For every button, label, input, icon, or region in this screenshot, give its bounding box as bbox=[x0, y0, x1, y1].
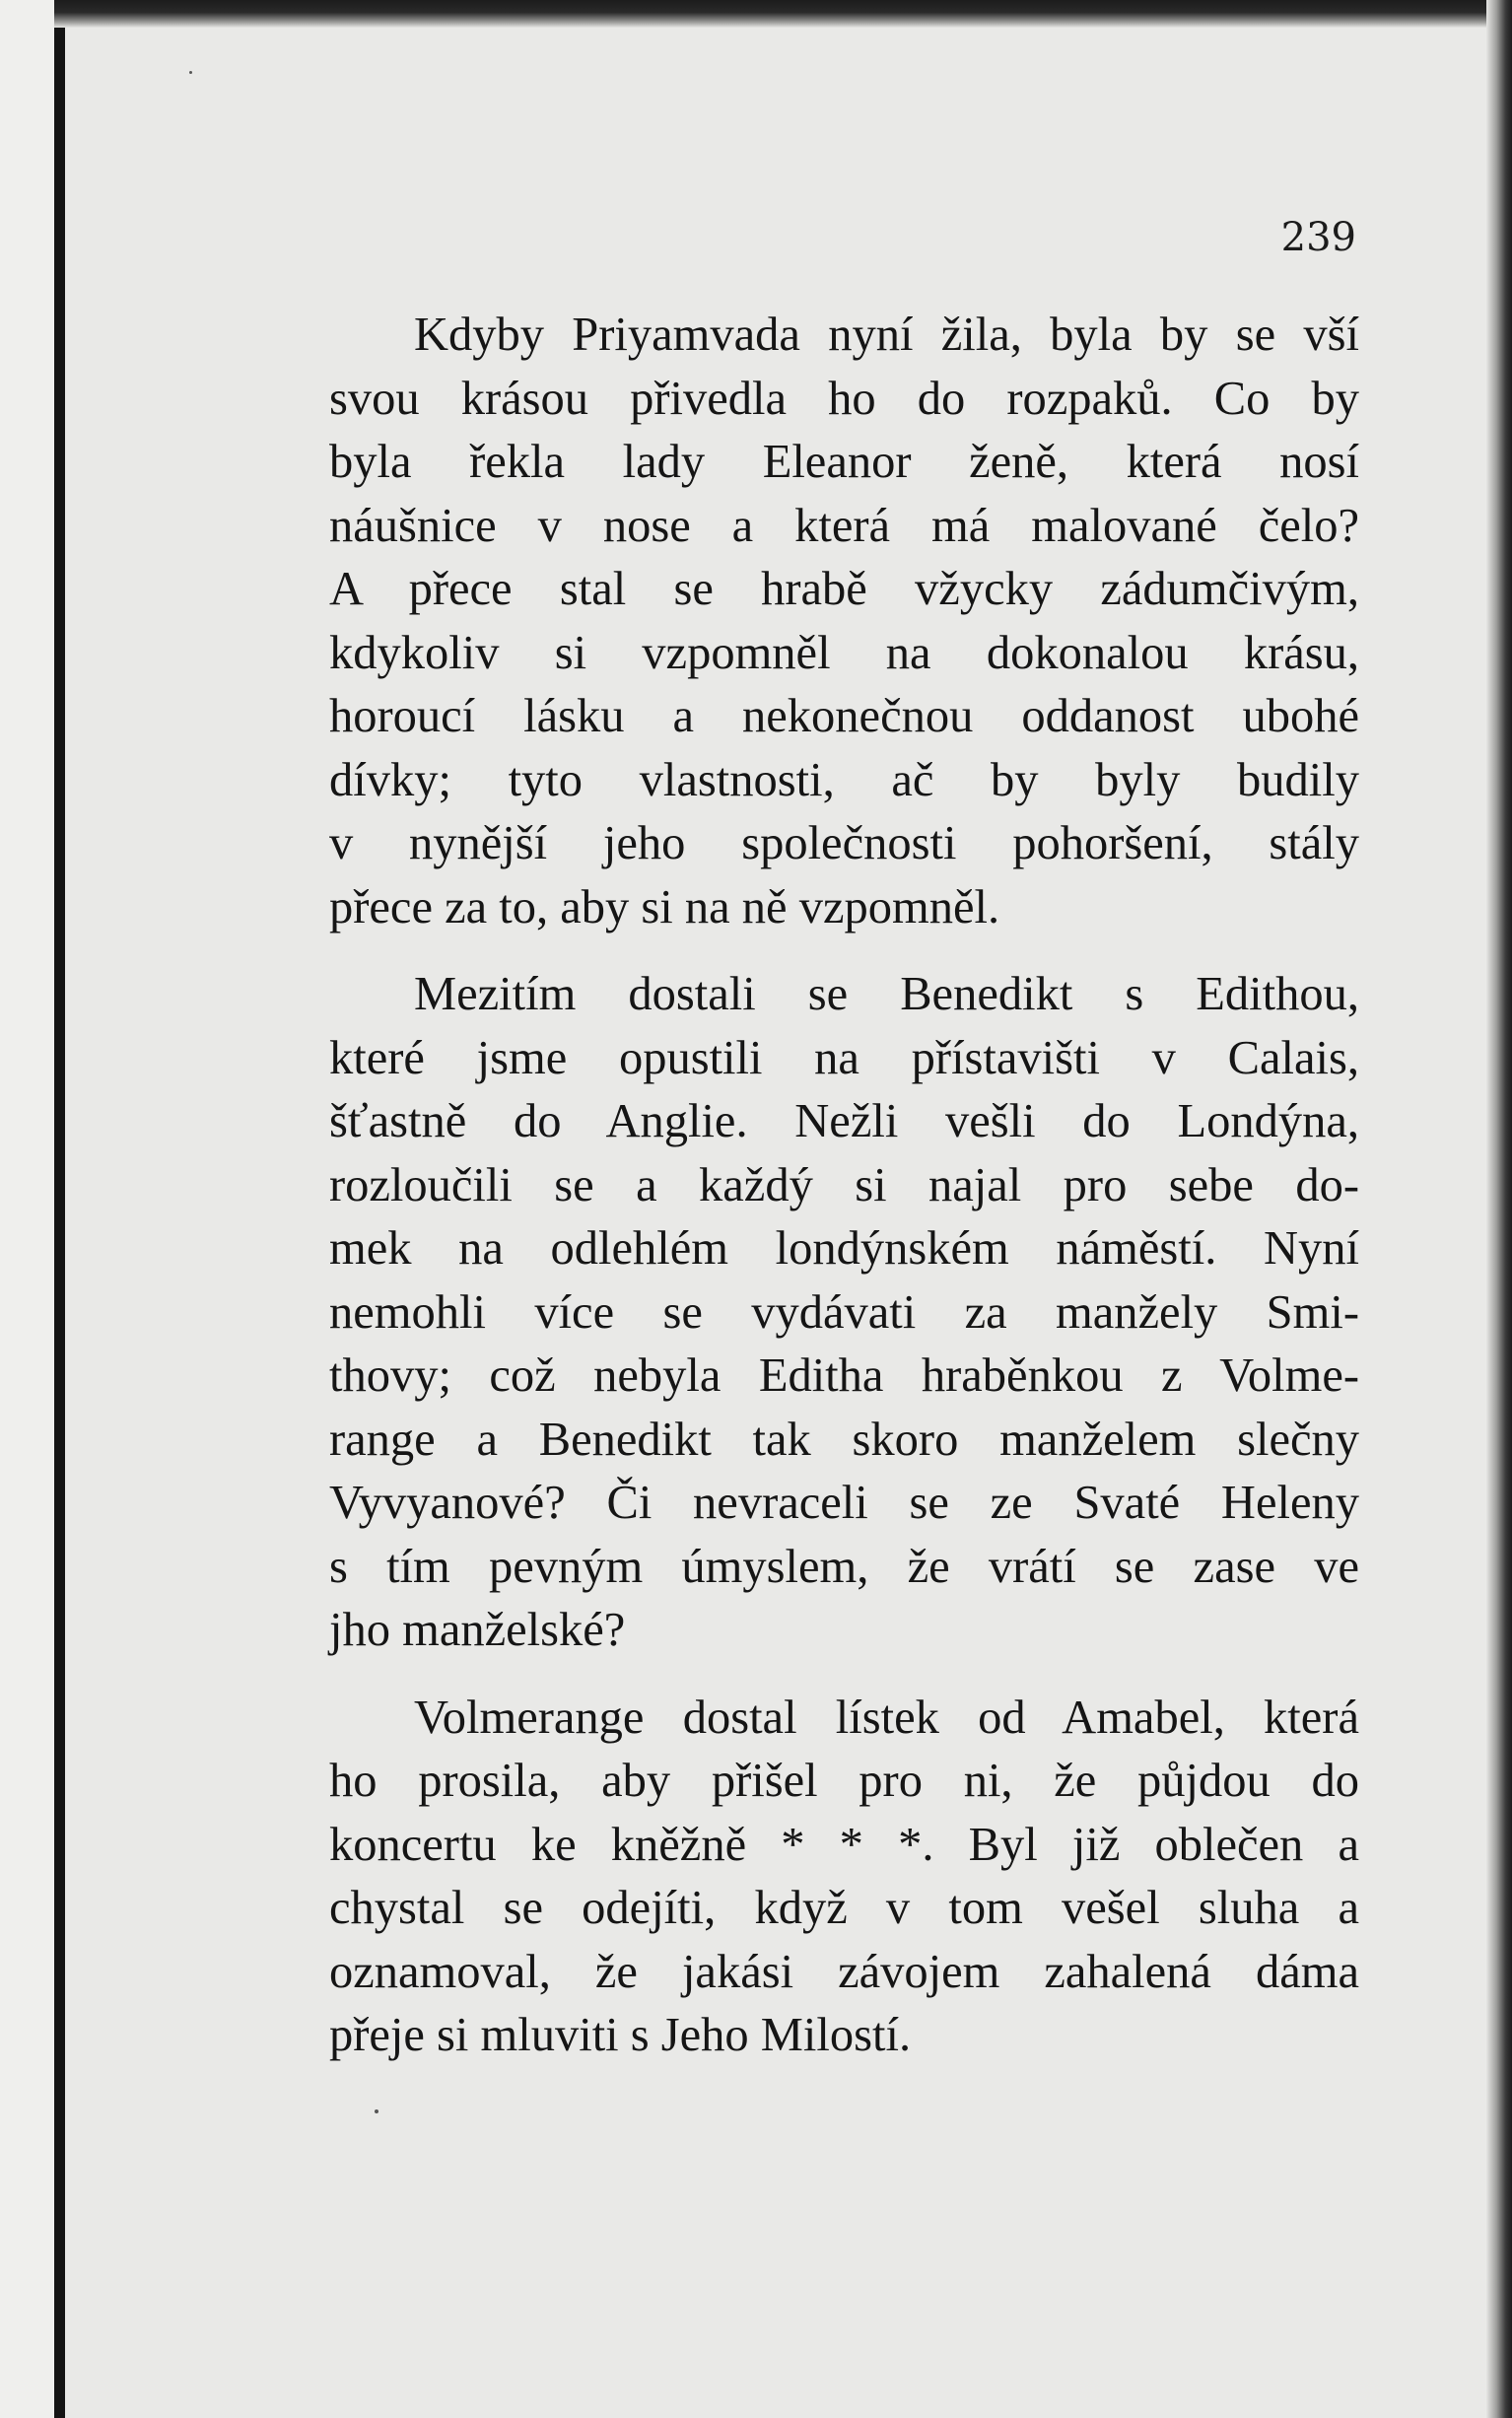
paragraph bbox=[329, 963, 1359, 1663]
text-line: range a Benedikt tak skoro manželem slečny bbox=[329, 1413, 1359, 1466]
text-line: náušnice v nose a která má malované čelo? bbox=[329, 499, 1359, 552]
right-page-edge-shadow bbox=[1486, 0, 1512, 2418]
text-line: koncertu ke kněžně * * *. Byl již oblečen a bbox=[329, 1818, 1359, 1871]
text-line: Mezitím dostali se Benedikt s Edithou, bbox=[414, 968, 1359, 1020]
text-line: mek na odlehlém londýnském náměstí. Nyní bbox=[329, 1222, 1359, 1275]
text-line: v nynější jeho společnosti pohoršení, stály bbox=[329, 817, 1359, 869]
text-line: chystal se odejíti, když v tom vešel sluha a bbox=[329, 1882, 1359, 1934]
left-page-margin bbox=[0, 0, 54, 2418]
text-line: nemohli více se vydávati za manžely Smi- bbox=[329, 1285, 1359, 1339]
text-line: jho manželské? bbox=[329, 1604, 626, 1656]
top-page-edge-shadow bbox=[54, 0, 1512, 28]
text-line: byla řekla lady Eleanor ženě, která nosí bbox=[329, 436, 1359, 488]
text-line: Vyvyanové? Či nevraceli se ze Svaté Heleny bbox=[329, 1477, 1359, 1529]
text-line: thovy; což nebyla Editha hraběnkou z Volme- bbox=[329, 1349, 1359, 1402]
text-line: kdykoliv si vzpomněl na dokonalou krásu, bbox=[329, 626, 1359, 679]
page-number: 239 bbox=[1280, 215, 1356, 260]
dust-speck bbox=[375, 2109, 378, 2113]
text-line: dívky; tyto vlastnosti, ač by byly budily bbox=[329, 753, 1359, 806]
book-page bbox=[65, 28, 1486, 2418]
text-line: šťastně do Anglie. Nežli vešli do Londýna, bbox=[329, 1095, 1359, 1147]
text-line: horoucí lásku a nekonečnou oddanost ubohé bbox=[329, 690, 1359, 742]
dust-speck bbox=[189, 71, 192, 74]
paragraph bbox=[329, 1687, 1359, 2068]
text-line: s tím pevným úmyslem, že vrátí se zase ve bbox=[329, 1540, 1359, 1593]
text-line: rozloučili se a každý si najal pro sebe do- bbox=[329, 1158, 1359, 1211]
text-line: ho prosila, aby přišel pro ni, že půjdou do bbox=[329, 1755, 1359, 1807]
text-line: A přece stal se hrabě vžycky zádumčivým, bbox=[329, 563, 1359, 615]
body-text bbox=[329, 304, 1359, 2068]
text-line: oznamoval, že jakási závojem zahalená dáma bbox=[329, 1945, 1359, 1998]
book-gutter-shadow bbox=[54, 0, 65, 2418]
paragraph bbox=[329, 304, 1359, 939]
text-line: přece za to, aby si na ně vzpomněl. bbox=[329, 880, 1000, 933]
text-line: přeje si mluviti s Jeho Milostí. bbox=[329, 2009, 912, 2061]
text-line: svou krásou přivedla ho do rozpaků. Co by bbox=[329, 372, 1359, 425]
text-line: Kdyby Priyamvada nyní žila, byla by se vší bbox=[414, 309, 1359, 361]
text-line: Volmerange dostal lístek od Amabel, která bbox=[414, 1691, 1359, 1744]
text-line: které jsme opustili na přístavišti v Calais, bbox=[329, 1031, 1359, 1084]
